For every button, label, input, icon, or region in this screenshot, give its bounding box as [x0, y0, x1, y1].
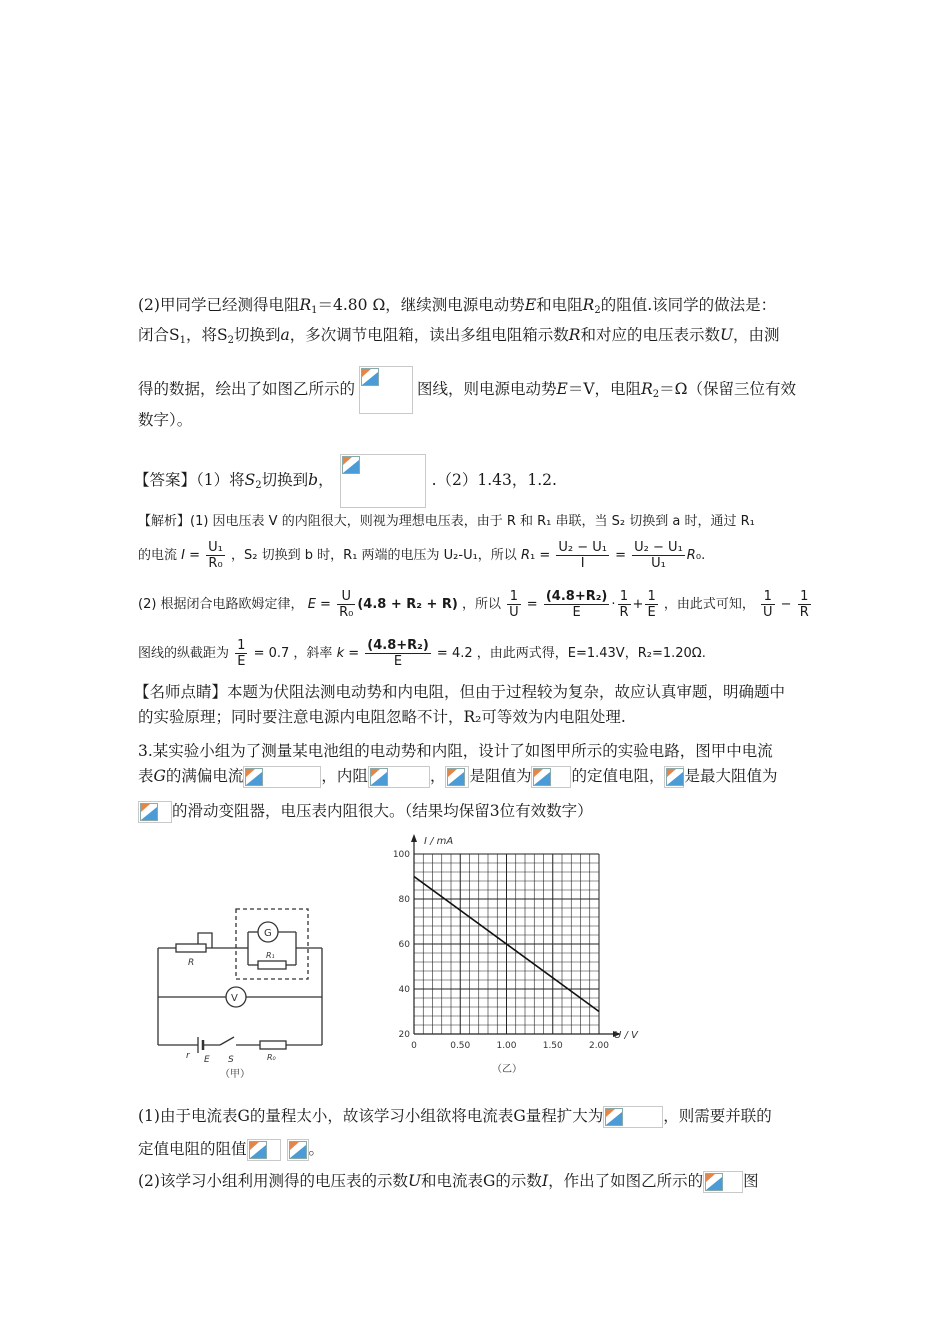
q3-sub1-line2: 定值电阻的阻值 。	[138, 1138, 324, 1161]
y-tick-label: 80	[398, 895, 410, 905]
circuit-diagram	[150, 905, 330, 1080]
x-tick-label: 0	[411, 1041, 417, 1051]
remark-line2: 的实验原理；同时要注意电源内电阻忽略不计，R₂可等效为内电阻处理.	[138, 708, 626, 726]
circuit-label-r0: R₀	[267, 1053, 276, 1062]
q3-line3: 的滑动变阻器，电压表内阻很大。（结果均保留3位有效数字）	[138, 800, 593, 823]
x-tick-label: 0.50	[450, 1041, 471, 1051]
analysis-line2: 的电流 I = $\frac{\text{U₁}}{\text{R₀}}$ ，S₂ 切换到 b 时，R₁ 两端的电压为 U₂-U₁，所以 R₁ = $\frac{\text{U₂ − U₁}}{I}$ = $\frac{\text{U₂ − U₁}}{\text{U₁}}$ R₀.	[138, 540, 706, 571]
x-tick-label: 1.00	[496, 1041, 517, 1051]
x-tick-label: 2.00	[588, 1041, 610, 1051]
y-axis-arrow	[411, 834, 417, 842]
x-tick-label: 1.50	[542, 1041, 563, 1051]
p2-line1: (2)甲同学已经测得电阻$R_1=4.80$ Ω，继续测电源电动势E和电阻$R_2$的阻值.该同学的做法是：	[138, 296, 777, 316]
q3-line1: 3.某实验小组为了测量某电池组的电动势和内阻，设计了如图甲所示的实验电路，图甲中电流	[138, 742, 773, 760]
analysis-line1: 【解析】(1) 因电压表 V 的内阻很大，则视为理想电压表，由于 R 和 R₁ 串联，当 S₂ 切换到 a 时，通过 R₁	[138, 514, 755, 529]
circuit-label-g: G	[264, 928, 272, 939]
broken-image-icon	[368, 766, 430, 788]
circuit-label-s: S	[228, 1055, 234, 1065]
broken-image-icon	[664, 766, 684, 788]
y-tick-label: 40	[398, 985, 410, 995]
analysis-line3: (2) 根据闭合电路欧姆定律， E = $\frac{U}{\text{R₀}}$ (4.8 + R₂ + R) ，所以 $\frac{1}{U}$ = $\frac{\text{(4.8+R₂)}}{E}$ · $\frac{1}{R}$ + $\frac{1}{E}$ ，由此式可知， $\frac{1}{U}$ − $\frac{1}{R}$	[138, 589, 809, 620]
y-tick-label: 100	[392, 850, 410, 860]
broken-image-icon	[340, 454, 426, 508]
broken-image-icon	[603, 1106, 663, 1128]
y-tick-label: 60	[398, 940, 410, 950]
broken-image-icon	[138, 801, 172, 823]
circuit-label-v: V	[231, 993, 238, 1004]
broken-image-icon	[247, 1139, 281, 1161]
chart-caption: （乙）	[492, 1064, 522, 1075]
chart-xlabel: U / V	[614, 1030, 638, 1041]
chart-ylabel: I / mA	[424, 836, 454, 847]
broken-image-icon	[703, 1171, 743, 1193]
circuit-label-r: R	[188, 958, 195, 968]
circuit-label-e: E	[204, 1055, 210, 1065]
remark-line1: 【名师点睛】本题为伏阻法测电动势和内电阻，但由于过程较为复杂，故应认真审题，明确题中	[134, 683, 786, 701]
broken-image-icon	[359, 366, 413, 414]
q3-sub1-line1: (1)由于电流表G的量程太小，故该学习小组欲将电流表G量程扩大为 ，则需要并联的	[138, 1105, 772, 1128]
y-tick-label: 20	[398, 1030, 410, 1040]
q3-line2: 表G的满偏电流 ，内阻 ， 是阻值为 的定值电阻， 是最大阻值为	[138, 765, 778, 788]
iu-chart	[362, 832, 652, 1082]
answer-line: 【答案】（1）将$S_2$切换到b， .（2）1.43，1.2.	[134, 454, 557, 508]
q3-sub2-line1: (2)该学习小组利用测得的电压表的示数U和电流表G的示数I，作出了如图乙所示的 图	[138, 1170, 759, 1193]
circuit-label-r1: R₁	[266, 951, 275, 960]
broken-image-icon	[445, 766, 469, 788]
p2-line4: 数字）。	[138, 411, 193, 429]
broken-image-icon	[287, 1139, 309, 1161]
analysis-line4: 图线的纵截距为 $\frac{1}{E}$ = 0.7 ，斜率 k = $\frac{\text{(4.8+R₂)}}{E}$ = 4.2 ，由此两式得，E=1.43V，R₂=1.20Ω.	[138, 638, 706, 669]
p2-line3: 得的数据，绘出了如图乙所示的 图线，则电源电动势E＝V，电阻$R_2=\Omega$（保留三位有效	[138, 366, 796, 414]
circuit-label-small-r: r	[186, 1051, 190, 1061]
p2-line2: 闭合$S_1$，将$S_2$切换到a，多次调节电阻箱，读出多组电阻箱示数R和对应的电压表示数U，由测	[138, 326, 780, 346]
broken-image-icon	[531, 766, 571, 788]
broken-image-icon	[243, 766, 321, 788]
circuit-caption: （甲）	[220, 1069, 250, 1080]
